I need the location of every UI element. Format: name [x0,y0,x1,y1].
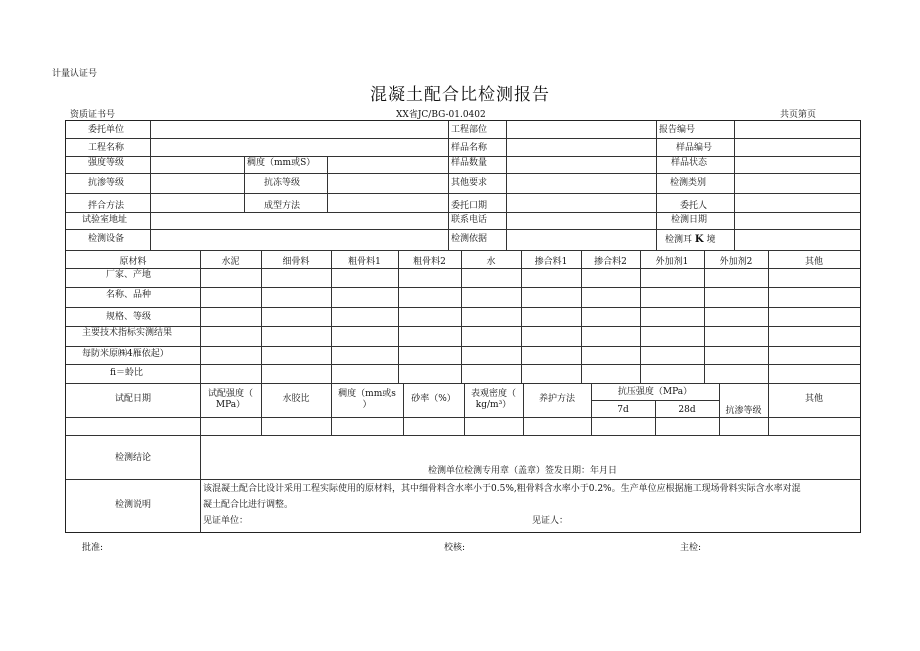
strength-7d-label: 7d [617,405,629,415]
lab-address-label: 试验室地址 [82,215,128,225]
trial-date-label: 试配日期 [114,394,151,404]
materials-header-additive2: 外加剂2 [719,257,753,267]
materials-header-admix2: 掺合料2 [594,257,627,267]
cert-number-label: 计量认证号 [52,69,98,79]
test-basis-label: 检测依据 [451,234,488,244]
mix-method-label: 拌合方法 [88,201,125,211]
materials-header-raw: 原材料 [119,257,147,267]
sand-ratio-label: 砂率（%） [411,394,456,404]
materials-header-admix1: 掺合料1 [534,257,568,267]
materials-header-cement: 水泥 [221,257,240,267]
trial-impermeability-label: 抗渗等级 [725,406,762,416]
materials-header-coarse1: 粗骨料1 [348,257,381,267]
curing-label: 养护方法 [538,394,575,404]
conclusion-stamp: 检测单位检测专用章（盖章）签发日期：年月日 [428,466,618,476]
row-manufacturer: 厂家、产地 [106,270,152,280]
impermeability-label: 抗渗等级 [88,178,125,188]
wb-ratio-label: 水胶比 [282,394,310,404]
strength-28d-label: 28d [678,405,696,415]
sample-name-label: 样品名称 [451,143,488,153]
materials-header-fine: 细骨料 [282,257,310,267]
strength-grade-label: 强度等级 [88,158,125,168]
report-no-label: 报告编号 [659,125,696,135]
row-tech-results: 主要技术指标实测结果 [82,328,173,338]
document-code: XX省JC/BG-01.0402 [396,110,486,120]
freeze-grade-label: 抗冻等级 [264,178,301,188]
trial-consistency-label: 稠度（mm或s ） [338,389,396,410]
forming-method-label: 成型方法 [264,201,301,211]
row-per-cubic: 每防米原㈱4雁依起） [82,349,169,359]
contact-phone-label: 联系电话 [451,215,488,225]
sample-state-label: 样品状态 [671,158,708,168]
test-category-label: 检测类别 [670,178,707,188]
trial-other-label: 其他 [804,394,823,404]
consistency-label: 稠度（mm或S） [247,158,316,168]
other-req-label: 其他要求 [451,178,488,188]
client-label: 委托单位 [88,125,125,135]
row-spec-grade: 规格、等级 [106,312,152,322]
entrust-person-label: 委托人 [680,201,708,211]
trial-strength-label: 试配强度（ MPa） [207,389,253,410]
sample-no-label: 样品编号 [676,143,713,153]
report-title: 混凝土配合比检测报告 [370,85,550,105]
main-inspector-label: 主检: [680,543,702,553]
witness-unit-label: 见证单位： [203,516,249,526]
entrust-date-label: 委托口期 [451,201,488,211]
test-env-label: 检测耳 K 境 [665,234,716,245]
row-name-variety: 名称、品种 [106,290,152,300]
page-info: 共页第页 [780,110,817,120]
density-label: 表观密度（ kg/m³） [470,389,516,410]
row-ratio: fi＝蛉比 [110,368,144,378]
equipment-label: 检测设备 [88,234,125,244]
materials-header-water: 水 [486,257,496,267]
notes-line-1: 该混凝土配合比设计采用工程实际使用的原材料，其中细骨料含水率小于0.5%,粗骨料含水率小于0.2%。生产单位应根据施工现场骨料实际含水率对混 [203,484,801,494]
comp-strength-label: 抗压强度（MPa） [617,387,693,397]
project-name-label: 工程名称 [88,143,125,153]
notes-line-2: 凝土配合比进行调整。 [203,500,294,510]
notes-label: 检测说明 [114,500,151,510]
witness-person-label: 见证人： [532,516,569,526]
check-label: 校核: [444,543,466,553]
qualification-label: 资质证书号 [70,110,116,120]
project-location-label: 工程部位 [451,125,488,135]
materials-header-other: 其他 [804,257,823,267]
sample-qty-label: 样品数量 [451,158,488,168]
materials-header-coarse2: 粗骨料2 [413,257,446,267]
materials-header-additive1: 外加剂1 [655,257,689,267]
test-date-label: 检测日期 [671,215,708,225]
report-table [65,120,861,533]
approve-label: 批准: [82,543,104,553]
conclusion-label: 检测结论 [114,453,151,463]
